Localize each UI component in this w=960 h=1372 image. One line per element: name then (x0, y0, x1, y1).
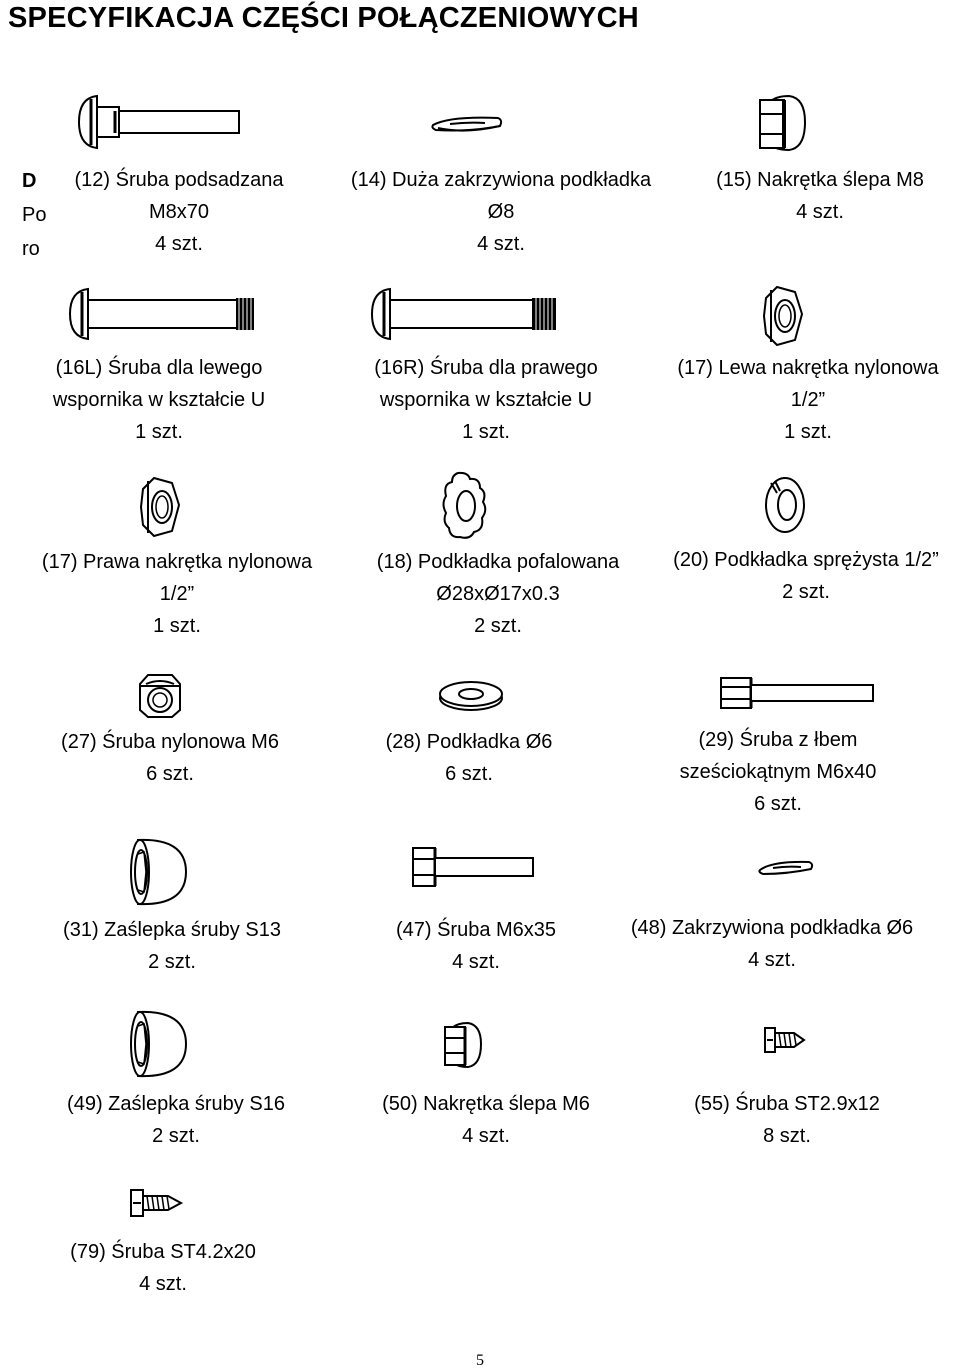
bolt-cap-icon (128, 1008, 190, 1080)
page-number: 5 (476, 1352, 484, 1369)
screw-icon (762, 1024, 806, 1056)
threaded-bolt-icon (370, 286, 560, 342)
hex-nut-icon (138, 475, 182, 539)
flat-washer-icon (438, 680, 504, 712)
wave-washer-icon (440, 470, 490, 542)
nylon-nut-icon (136, 672, 184, 720)
cap-nut-icon (442, 1020, 484, 1070)
curved-washer-icon (757, 858, 815, 880)
spring-washer-icon (762, 475, 808, 535)
threaded-bolt-icon (68, 286, 258, 342)
hex-nut-icon (761, 284, 805, 348)
short-bolt-icon (410, 845, 538, 889)
carriage-bolt-icon (75, 93, 245, 153)
cut-off-text: D Po ro (22, 170, 47, 260)
bolt-cap-icon (128, 836, 190, 908)
screw-icon (128, 1186, 184, 1220)
cap-nut-icon (757, 92, 809, 154)
hex-bolt-icon (718, 675, 878, 711)
page-title: SPECYFIKACJA CZĘŚCI POŁĄCZENIOWYCH (8, 2, 639, 34)
curved-washer-icon (430, 112, 505, 138)
